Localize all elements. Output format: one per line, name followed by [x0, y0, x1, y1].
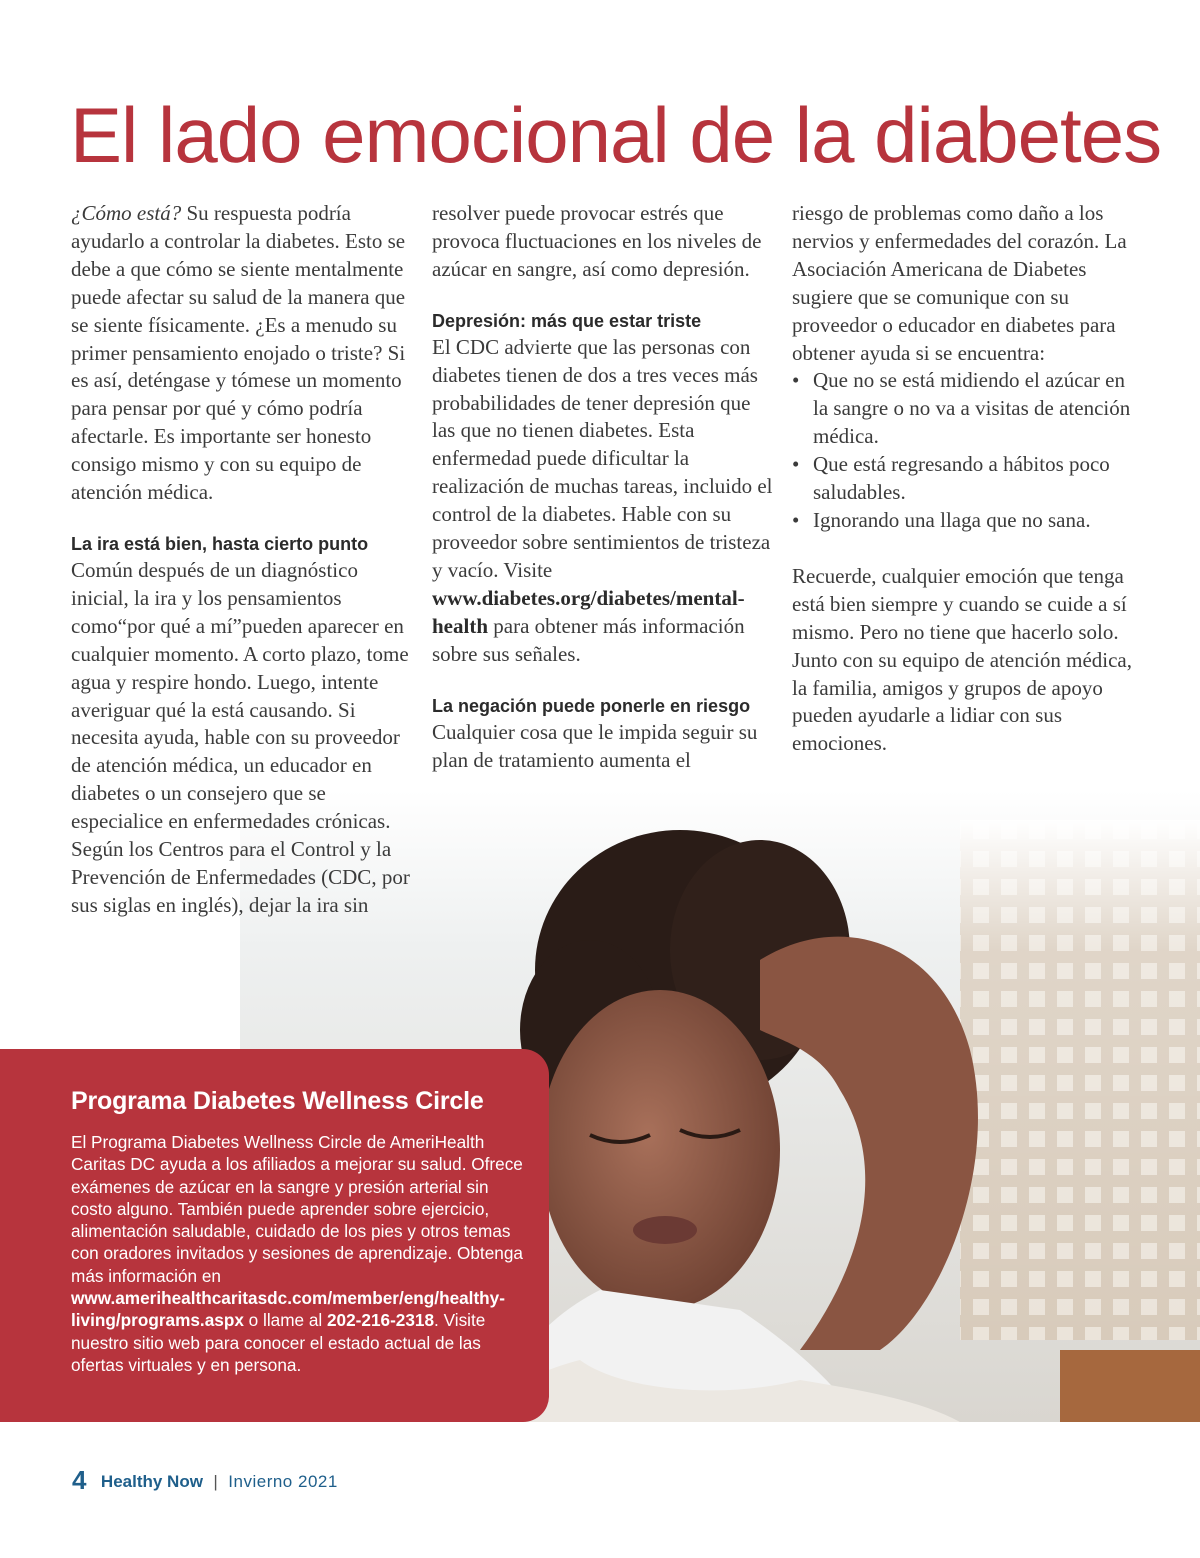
callout-body: [71, 1131, 533, 1376]
callout-call-text: o llame al: [243, 1310, 327, 1331]
depression-text-end: para obtener más información sobre sus señales.: [432, 613, 745, 666]
article-column-1: [71, 200, 413, 920]
denial-paragraph: Cualquier cosa que le impida seguir su plan de tratamiento aumenta el: [432, 719, 758, 772]
risk-paragraph: riesgo de problemas como daño a los nervios y enfermedades del corazón. La Asociación Americana de Diabetes sugiere que se comunique con su proveedor o educador en diabetes para obtener ayuda si se encuentra:: [792, 201, 1127, 365]
stress-paragraph: resolver puede provocar estrés que provoca fluctuaciones en los niveles de azúcar en sangre, así como depresión.: [432, 201, 762, 281]
publication-name: Healthy Now: [100, 1472, 203, 1491]
list-item: • Que está regresando a hábitos poco saludables.: [792, 451, 1142, 507]
callout-text-end: . Visite nuestro sitio web para conocer el estado actual de las ofertas virtuales y en persona.: [71, 1310, 486, 1375]
closing-paragraph: Recuerde, cualquier emoción que tenga está bien siempre y cuando se cuide a sí mismo. Pero no tiene que hacerlo solo. Junto con su equipo de atención médica, la familia, amigos y grupos de apoyo pueden ayudarle a lidiar con sus emociones.: [792, 563, 1132, 756]
depression-paragraph: [432, 334, 774, 669]
anger-heading: La ira está bien, hasta cierto punto: [71, 533, 369, 554]
depression-heading: Depresión: más que estar triste: [432, 310, 702, 331]
page-footer: [72, 1465, 338, 1496]
callout-title: Programa Diabetes Wellness Circle: [71, 1087, 484, 1115]
list-item: • Que no se está midiendo el azúcar en la sangre o no va a visitas de atención médica.: [792, 367, 1142, 451]
footer-separator: |: [213, 1472, 218, 1491]
diabetes-org-link[interactable]: www.diabetes.org/diabetes/mental-health: [432, 585, 745, 638]
phone-number[interactable]: 202-216-2318: [327, 1310, 435, 1331]
program-link[interactable]: www.amerihealthcaritasdc.com/member/eng/healthy-living/programs.aspx: [71, 1288, 505, 1331]
intro-lead: ¿Cómo está?: [71, 201, 182, 225]
issue-date: Invierno 2021: [228, 1472, 338, 1491]
page-number: 4: [72, 1465, 87, 1495]
anger-paragraph: Común después de un diagnóstico inicial, la ira y los pensamientos como“por qué a mí”pueden aparecer en cualquier momento. A corto plazo, tome agua y respire hondo. Luego, intente averiguar qué la está causando. Si necesita ayuda, hable con su proveedor de atención médica, un educador en diabetes o un consejero que se especialice en enfermedades crónicas. Según los Centros para el Control y la Prevención de Enfermedades (CDC, por sus siglas en inglés), dejar la ira sin: [71, 557, 410, 917]
intro-paragraph: [71, 200, 413, 507]
depression-text: El CDC advierte que las personas con diabetes tienen de dos a tres veces más probabilidades de tener depresión que las que no tienen diabetes. Esta enfermedad puede dificultar la realización de muchas tareas, incluido el control de la diabetes. Hable con su proveedor sobre sentimientos de tristeza y vacío. Visite: [432, 334, 773, 582]
article-column-3: [792, 200, 1142, 758]
wellness-circle-callout: [0, 1049, 549, 1422]
denial-heading: La negación puede ponerle en riesgo: [432, 695, 751, 716]
article-column-2: [432, 200, 774, 774]
warning-signs-list: [792, 367, 1142, 534]
page-title: El lado emocional de la diabetes: [70, 91, 1162, 179]
list-item: • Ignorando una llaga que no sana.: [792, 507, 1142, 535]
callout-text: El Programa Diabetes Wellness Circle de AmeriHealth Caritas DC ayuda a los afiliados a mejorar su salud. Ofrece exámenes de azúcar en la sangre y presión arterial sin costo alguno. También puede aprender sobre ejercicio, alimentación saludable, cuidado de los pies y otros temas con oradores invitados y sesiones de aprendizaje. Obtenga más información en: [71, 1132, 523, 1286]
intro-text: Su respuesta podría ayudarlo a controlar la diabetes. Esto se debe a que cómo se siente mentalmente puede afectar su salud de la manera que se siente físicamente. ¿Es a menudo su primer pensamiento enojado o triste? Si es así, deténgase y tómese un momento para pensar por qué y cómo podría afectarle. Es importante ser honesto consigo mismo y con su equipo de atención médica.: [71, 201, 406, 505]
